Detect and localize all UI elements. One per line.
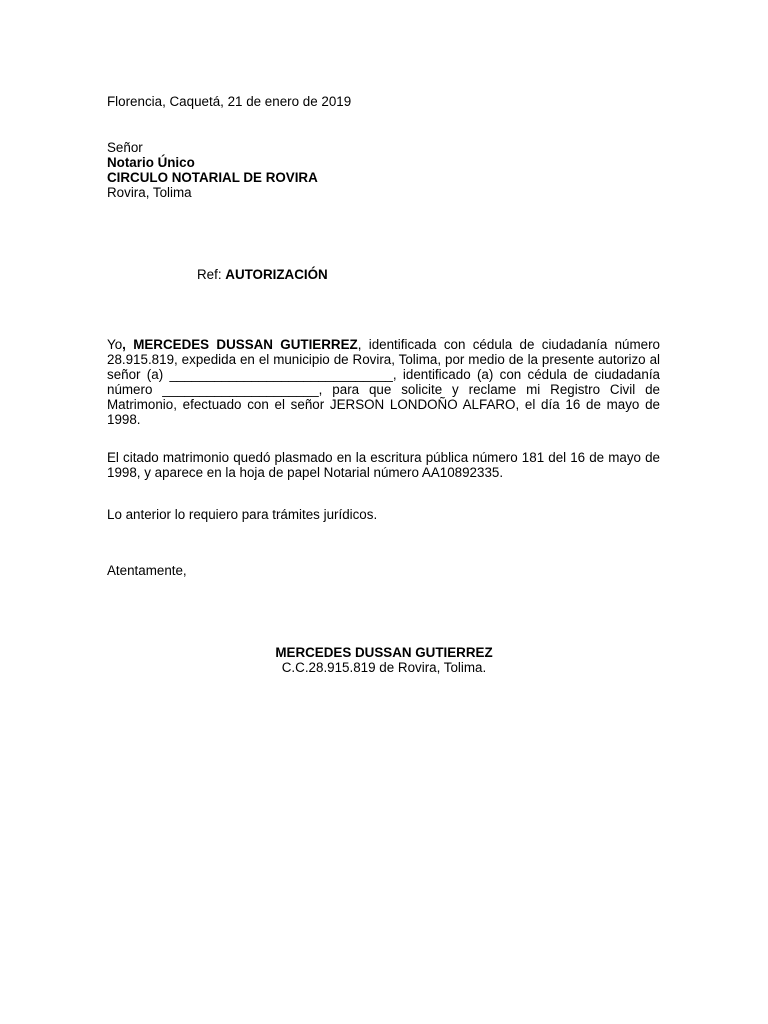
paragraph-purpose: Lo anterior lo requiero para trámites jurídicos. (107, 507, 378, 522)
closing: Atentamente, (107, 563, 187, 578)
addressee-office: CIRCULO NOTARIAL DE ROVIRA (107, 170, 318, 185)
reference-line (197, 267, 328, 282)
paragraph-authorization (107, 337, 660, 427)
paragraph-lead: Yo (107, 337, 123, 352)
signature-id: C.C.28.915.819 de Rovira, Tolima. (281, 660, 487, 675)
reference-subject: AUTORIZACIÓN (225, 267, 328, 282)
paragraph-marriage-deed: El citado matrimonio quedó plasmado en la escritura pública número 181 del 16 de mayo de 1998, y aparece en la hoja de papel Notarial número AA10892335. (107, 450, 660, 480)
author-name: , MERCEDES DUSSAN GUTIERREZ (122, 337, 358, 352)
paragraph-body: , identificada con cédula de ciudadanía número 28.915.819, expedida en el municipio de Rovira, Tolima, por medio de la presente autorizo al señor (a) ______________________________, identificado (a) con cédula de ciudadanía número _____________________, para que solicite y reclame mi Registro Civil de Matrimonio, efectuado con el señor JERSON LONDOÑO ALFARO, el día 16 de mayo de 1998. (107, 337, 661, 427)
place-date: Florencia, Caquetá, 21 de enero de 2019 (107, 94, 352, 109)
addressee-location: Rovira, Tolima (107, 185, 192, 200)
addressee-salutation: Señor (107, 140, 143, 155)
signature-name: MERCEDES DUSSAN GUTIERREZ (275, 645, 493, 660)
reference-label: Ref: (197, 267, 226, 282)
addressee-title: Notario Único (107, 155, 195, 170)
signature-block (200, 645, 568, 675)
addressee-block (107, 140, 318, 200)
